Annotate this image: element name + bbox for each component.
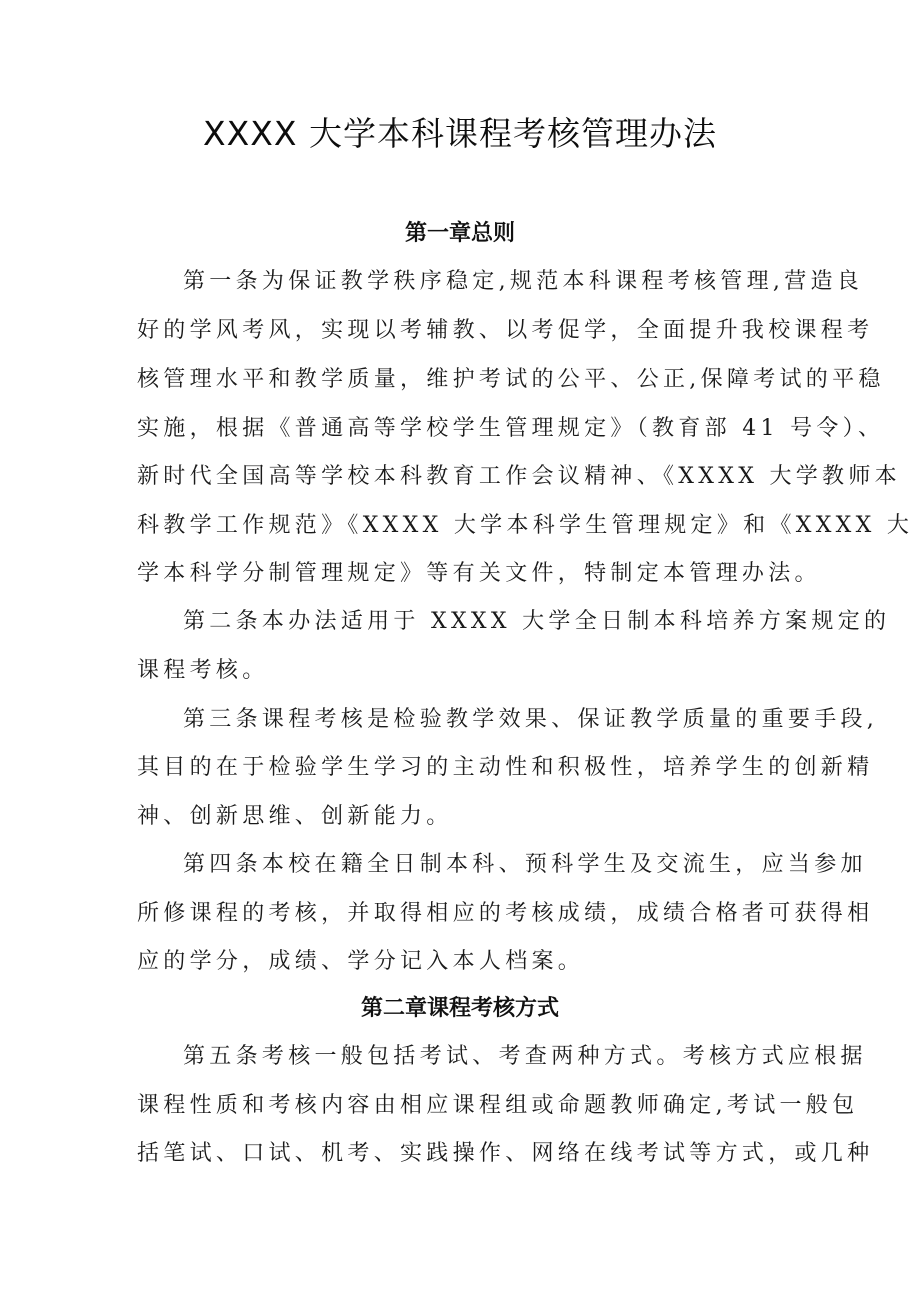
article-5-line-2: 课程性质和考核内容由相应课程组或命题教师确定,考试一般包 xyxy=(137,1093,859,1118)
article-2-line-1: 第二条本办法适用于 XXXX 大学全日制本科培养方案规定的 xyxy=(183,609,891,634)
article-1-line-2: 好的学风考风，实现以考辅教、以考促学，全面提升我校课程考 xyxy=(137,318,874,343)
article-5-line-1: 第五条考核一般包括考试、考查两种方式。考核方式应根据 xyxy=(183,1044,867,1069)
article-5-line-3: 括笔试、口试、机考、实践操作、网络在线考试等方式，或几种 xyxy=(137,1141,874,1166)
chapter-heading-2: 第二章课程考核方式 xyxy=(360,996,559,1021)
article-4-line-3: 应的学分，成绩、学分记入本人档案。 xyxy=(137,949,585,974)
article-3-line-1: 第三条课程考核是检验教学效果、保证教学质量的重要手段, xyxy=(183,707,879,732)
article-1-line-4: 实施，根据《普通高等学校学生管理规定》（教育部 41 号令）、 xyxy=(137,416,885,441)
article-2-line-2: 课程考核。 xyxy=(137,658,269,683)
article-3-line-2: 其目的在于检验学生学习的主动性和积极性，培养学生的创新精 xyxy=(137,755,874,780)
document-title: XXXX 大学本科课程考核管理办法 xyxy=(203,114,717,153)
article-4-line-1: 第四条本校在籍全日制本科、预科学生及交流生，应当参加 xyxy=(183,852,867,877)
article-1-line-3: 核管理水平和教学质量，维护考试的公平、公正,保障考试的平稳 xyxy=(137,367,885,392)
article-3-line-3: 神、创新思维、创新能力。 xyxy=(137,804,453,829)
article-1-line-1: 第一条为保证教学秩序稳定,规范本科课程考核管理,营造良 xyxy=(183,269,864,294)
article-1-line-6: 科教学工作规范》《XXXX 大学本科学生管理规定》和《XXXX 大 xyxy=(137,513,914,538)
chapter-heading-1: 第一章总则 xyxy=(404,221,515,246)
article-1-line-5: 新时代全国高等学校本科教育工作会议精神、《XXXX 大学教师本 xyxy=(137,464,901,489)
article-1-line-7: 学本科学分制管理规定》等有关文件，特制定本管理办法。 xyxy=(137,561,821,586)
article-4-line-2: 所修课程的考核，并取得相应的考核成绩，成绩合格者可获得相 xyxy=(137,901,874,926)
